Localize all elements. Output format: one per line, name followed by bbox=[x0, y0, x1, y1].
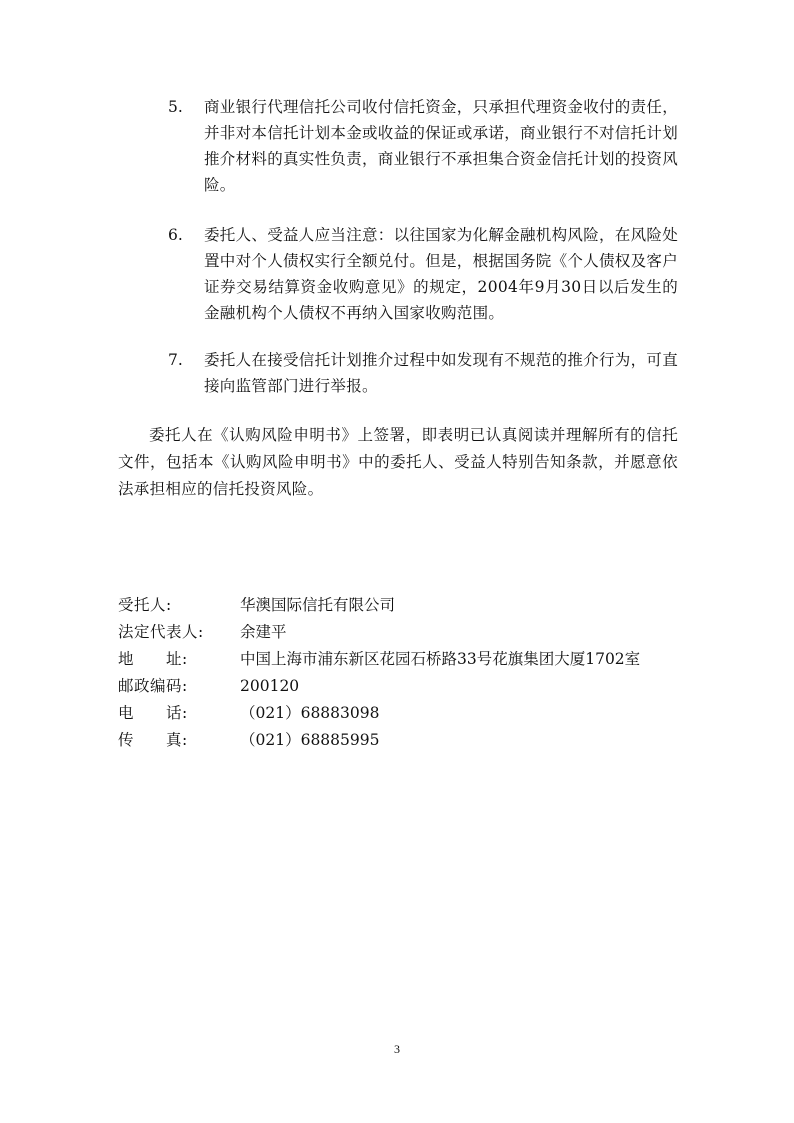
trustee-row bbox=[118, 646, 738, 673]
trustee-row bbox=[118, 673, 738, 700]
clause-6 bbox=[168, 222, 678, 326]
trustee-row bbox=[118, 619, 738, 646]
info-label: 电 话: bbox=[118, 704, 188, 722]
clause-number: 7. bbox=[168, 351, 183, 369]
info-value: （021）68885995 bbox=[240, 731, 380, 749]
info-value: 200120 bbox=[240, 677, 300, 695]
info-label: 受托人: bbox=[118, 596, 172, 614]
info-label: 传 真: bbox=[118, 731, 188, 749]
clause-5 bbox=[168, 94, 678, 198]
signature-statement: 委托人在《认购风险申明书》上签署，即表明已认真阅读并理解所有的信托文件，包括本《认购风险申明书》中的委托人、受益人特别告知条款，并愿意依法承担相应的信托投资风险。 bbox=[118, 426, 678, 498]
info-label: 法定代表人: bbox=[118, 623, 204, 641]
clause-text: 委托人在接受信托计划推介过程中如发现有不规范的推介行为，可直接向监管部门进行举报。 bbox=[204, 351, 679, 395]
info-value: （021）68883098 bbox=[240, 704, 380, 722]
trustee-info bbox=[118, 592, 738, 754]
trustee-row bbox=[118, 727, 738, 754]
clause-7 bbox=[168, 347, 678, 399]
info-label: 地 址: bbox=[118, 650, 188, 668]
info-value: 华澳国际信托有限公司 bbox=[240, 596, 396, 614]
clause-number: 6. bbox=[168, 226, 183, 244]
clause-text: 商业银行代理信托公司收付信托资金，只承担代理资金收付的责任，并非对本信托计划本金或收益的保证或承诺，商业银行不对信托计划推介材料的真实性负责，商业银行不承担集合资金信托计划的投资风险。 bbox=[204, 98, 679, 194]
clause-number: 5. bbox=[168, 98, 183, 116]
trustee-row bbox=[118, 700, 738, 727]
info-value: 余建平 bbox=[240, 623, 287, 641]
clause-text: 委托人、受益人应当注意：以往国家为化解金融机构风险，在风险处置中对个人债权实行全额兑付。但是，根据国务院《个人债权及客户证券交易结算资金收购意见》的规定，2004年9月30日以后发生的金融机构个人债权不再纳入国家收购范围。 bbox=[204, 226, 679, 322]
trustee-row bbox=[118, 592, 738, 619]
info-value: 中国上海市浦东新区花园石桥路33号花旗集团大厦1702室 bbox=[240, 650, 641, 668]
info-label: 邮政编码: bbox=[118, 677, 188, 695]
page-number: 3 bbox=[394, 1042, 400, 1056]
